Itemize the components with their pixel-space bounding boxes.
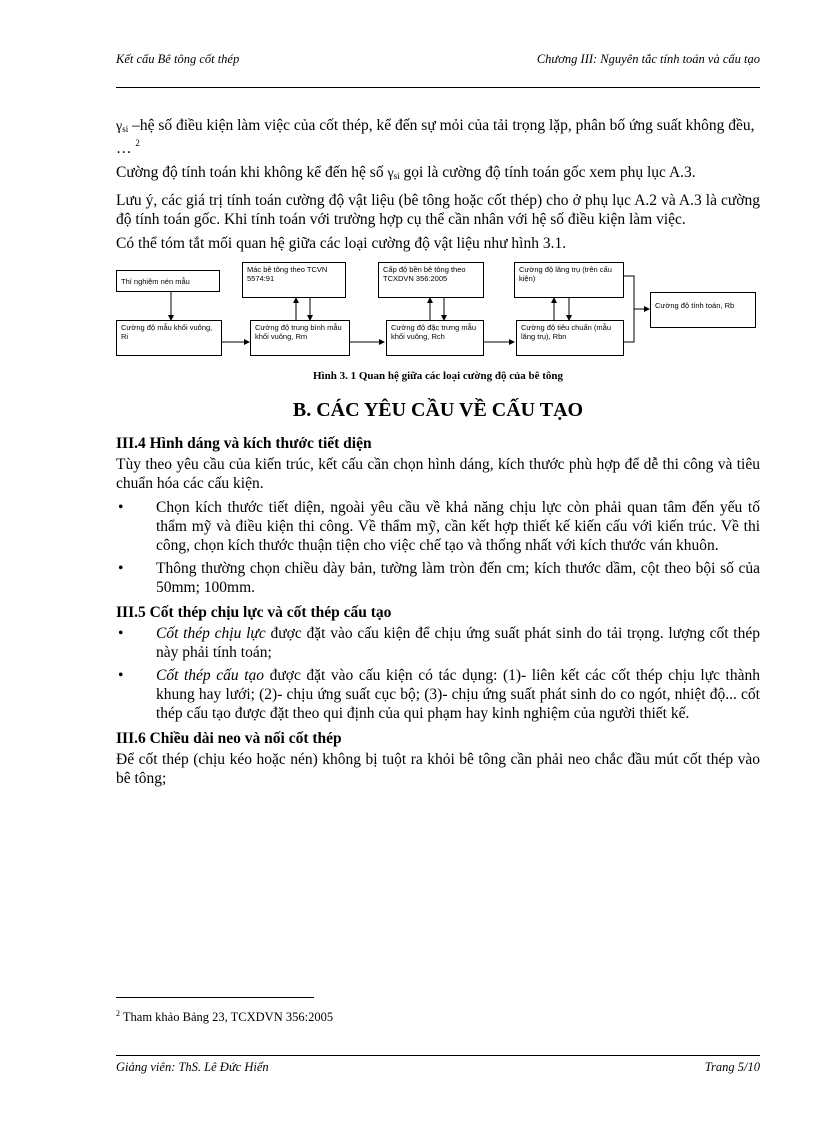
footnote-rule <box>116 997 314 998</box>
header-rule <box>116 87 760 88</box>
list-item <box>116 666 760 723</box>
gamma-symbol-inline: γ <box>387 166 394 181</box>
summary-paragraph: Có thể tóm tắt mối quan hệ giữa các loại cường độ vật liệu như hình 3.1. <box>116 235 567 252</box>
iii-4-bullet-1-text: Chọn kích thước tiết diện, ngoài yêu cầu về khả năng chịu lực còn phải quan tâm đến yếu tố thẩm mỹ và điều kiện thi công. Về thẩm mỹ, cần kết hợp thiết kế kiến cấu với kiến trúc. Về thi công, chọn kích thước thuận tiện cho việc chế tạo và thống nhất với kích thước ván khuôn. <box>156 499 760 554</box>
iii-4-list <box>116 498 760 597</box>
box-strength-class: Cấp độ bền bê tông theo TCXDVN 356:2005 <box>378 262 484 298</box>
footer-lecturer: Giảng viên: ThS. Lê Đức Hiển <box>116 1060 269 1074</box>
bullet-icon: • <box>118 667 124 684</box>
box-cube-strength-ri: Cường độ mẫu khối vuông, Ri <box>116 320 222 356</box>
iii-5-bullet-2-text: được đặt vào cấu kiện có tác dụng: (1)- liên kết các cốt thép chịu lực thành khung hay lưới; (2)- chịu ứng suất cục bộ; (3)- chịu ứng suất phát sinh do co ngót, nhiệt độ... cốt thép cấu tạo được đặt theo qui định của qui phạm hay kinh nghiệm của người thiết kế. <box>156 667 760 722</box>
base-strength-text-a: Cường độ tính toán khi không kể đến hệ số <box>116 164 388 181</box>
heading-iii-5: III.5 Cốt thép chịu lực và cốt thép cấu tạo <box>116 604 392 621</box>
gamma-subscript-inline: si <box>393 171 400 181</box>
header-book-title: Kết cấu Bê tông cốt thép <box>116 52 240 66</box>
gamma-subscript: si <box>122 124 129 134</box>
gamma-si-definition <box>116 116 760 158</box>
base-strength-text-b: gọi là cường độ tính toán gốc xem phụ lục A.3. <box>399 164 696 181</box>
strength-relationship-diagram <box>114 258 764 364</box>
list-item <box>116 498 760 555</box>
gamma-definition-text: –hệ số điều kiện làm việc của cốt thép, kể đến sự mỏi của tải trọng lặp, phân bố ứng suất không đều, … <box>116 117 755 157</box>
list-item <box>116 624 760 662</box>
iii-5-list <box>116 624 760 723</box>
section-b-title: B. CÁC YÊU CẦU VỀ CẤU TẠO <box>292 399 584 421</box>
page-body <box>116 116 760 793</box>
gamma-symbol: γ <box>116 119 123 134</box>
box-mean-strength-rm: Cường độ trung bình mẫu khối vuông, Rm <box>250 320 350 356</box>
iii-6-paragraph: Để cốt thép (chịu kéo hoặc nén) không bị tuột ra khỏi bê tông cần phải neo chắc đầu mút cốt thép vào bê tông; <box>116 751 760 787</box>
footnote-text: Tham khảo Bảng 23, TCXDVN 356:2005 <box>120 1010 334 1024</box>
iii-4-paragraph: Tùy theo yêu cầu của kiến trúc, kết cấu cần chọn hình dáng, kích thước phù hợp để dễ thi công và tiêu chuẩn hóa các cấu kiện. <box>116 456 760 492</box>
note-paragraph: Lưu ý, các giá trị tính toán cường độ vật liệu (bê tông hoặc cốt thép) cho ở phụ lục A.2 và A.3 là cường độ tính toán gốc. Khi tính toán với trường hợp cụ thể cần nhân với hệ số điều kiện làm việc. <box>116 192 760 228</box>
bullet-icon: • <box>118 560 124 577</box>
bracket-to-design <box>624 276 634 342</box>
term-main-reinforcement: Cốt thép chịu lực <box>156 625 266 642</box>
figure-caption: Hình 3. 1 Quan hệ giữa các loại cường độ của bê tông <box>312 370 563 382</box>
box-standard-strength-rbn: Cường độ tiêu chuẩn (mẫu lăng trụ), Rbn <box>516 320 624 356</box>
heading-iii-6: III.6 Chiều dài neo và nối cốt thép <box>116 730 342 747</box>
footnote-ref[interactable]: 2 <box>135 138 140 148</box>
heading-iii-4: III.4 Hình dáng và kích thước tiết diện <box>116 435 372 452</box>
page-header <box>116 52 760 74</box>
bullet-icon: • <box>118 625 124 642</box>
box-prism-strength: Cường độ lăng trụ (trên cấu kiện) <box>514 262 624 298</box>
box-compression-test: Thí nghiệm nén mẫu <box>116 270 220 292</box>
footer-page-number: Trang 5/10 <box>704 1060 760 1074</box>
footer-rule <box>116 1055 760 1056</box>
iii-4-bullet-2-text: Thông thường chọn chiều dày bản, tường làm tròn đến cm; kích thước dầm, cột theo bội số của 50mm; 100mm. <box>156 560 760 596</box>
footnote-number: 2 <box>116 1009 120 1018</box>
list-item <box>116 559 760 597</box>
term-constructive-reinforcement: Cốt thép cấu tạo <box>156 667 265 684</box>
box-design-strength: Cường độ tính toán, Rb <box>650 292 756 328</box>
box-concrete-grade: Mác bê tông theo TCVN 5574:91 <box>242 262 346 298</box>
box-characteristic-strength-rch: Cường độ đặc trưng mẫu khối vuông, Rch <box>386 320 484 356</box>
footnote <box>116 1010 333 1025</box>
header-chapter-title: Chương III: Nguyên tắc tính toán và cấu tạo <box>536 52 760 66</box>
iii-5-bullet-1-text: được đặt vào cấu kiện để chịu ứng suất phát sinh do tải trọng. lượng cốt thép này phải tính toán; <box>156 625 760 661</box>
bullet-icon: • <box>118 499 124 516</box>
base-strength-paragraph <box>116 163 760 186</box>
